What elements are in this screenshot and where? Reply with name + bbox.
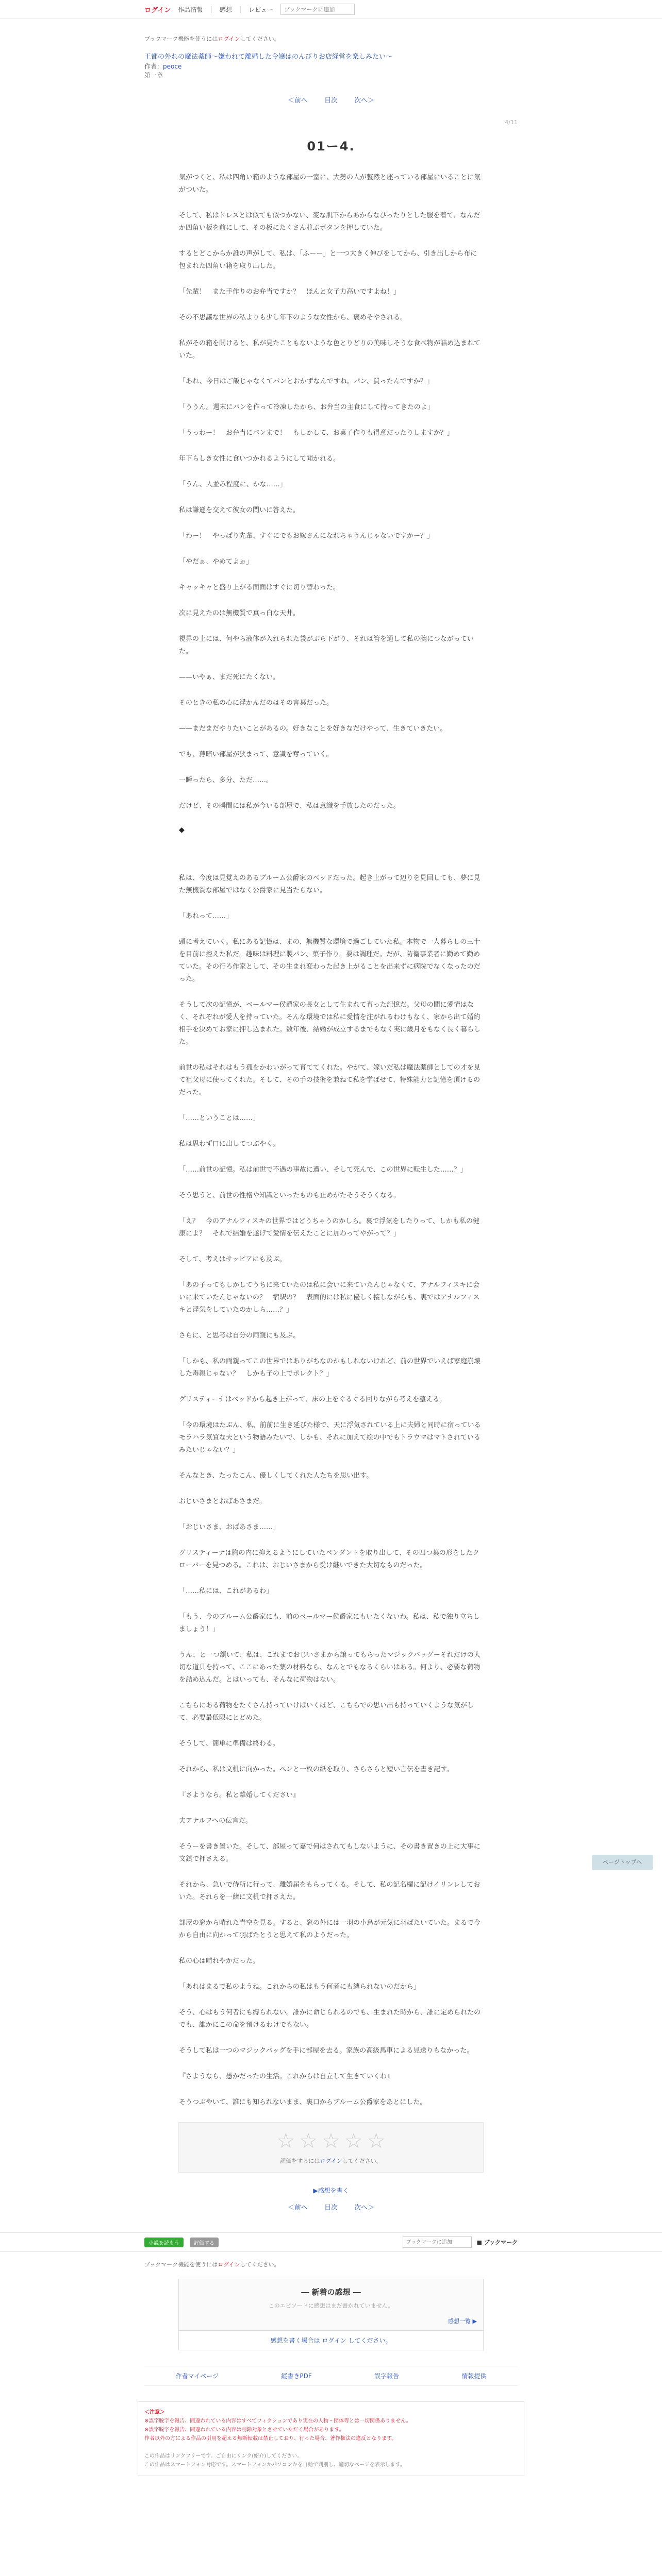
novel-body: [179, 172, 483, 2109]
rating-note-text: 評価をするには: [280, 2158, 320, 2164]
body-paragraph: ——いやぁ、まだ死にたくない。: [179, 673, 280, 681]
review-title-text: 新着の感想: [311, 2287, 351, 2297]
scene-separator: [179, 826, 483, 872]
body-paragraph: 私は謙遜を交えて彼女の問いに答えた。: [179, 506, 300, 514]
body-paragraph: グリスティーナは胸の内に抑えるようにしていたペンダントを取り出して、その四つ葉の形をしたクローバーを見つめる。これは、おじいさまから受け継いできた大切なものだった。: [179, 1549, 479, 1569]
body-paragraph: 部屋の窓から晴れた青空を見る。すると、窓の外には一羽の小鳥が元気に羽ばたいていた。まるで今から自由に向かって羽ばたとうと思えて私のようだった。: [179, 1919, 481, 1939]
next-link[interactable]: 次へ＞: [354, 2204, 375, 2212]
toc-link[interactable]: 目次: [324, 97, 338, 105]
body-paragraph: それから、急いで侍所に行って、離婚届をもらってくる。そして、私の記名欄に記けイリンレしておいた。それらを一緒に文机で押さえた。: [179, 1881, 481, 1901]
body-paragraph: 「うっわー！ お弁当にパンまで！ もしかして、お菓子作りも得意だったりしますか？」: [179, 429, 454, 437]
body-paragraph: 「え？ 今のアナルフィスキの世界ではどうちゃうのかしら。裏で浮気をしたりって、しかも私の健康によ？ それで結婚を遂げて愛情を伝えたことに加わってやがって？」: [179, 1217, 480, 1238]
star-icon[interactable]: ☆: [276, 2129, 295, 2153]
footer-links: [144, 2366, 518, 2386]
body-paragraph: こちらにある荷物をたくさん持っていけばいくほど、こちらでの思い出も持っていくような気がして、必要最低限にとどめた。: [179, 1702, 474, 1722]
notice-head: ＜注意＞: [144, 2410, 165, 2415]
body-paragraph: 私がその箱を開けると、私が見たこともないような色とりどりの美味しそうな食べ物が詰め込まれていた。: [179, 340, 481, 360]
nav-separator: |: [210, 5, 212, 13]
nav-info[interactable]: 作品情報: [178, 6, 203, 13]
body-paragraph: 次に見えたのは無機質で真っ白な天井。: [179, 609, 300, 617]
body-paragraph: 「うん、人並み程度に、かな……」: [179, 481, 287, 488]
body-paragraph: そう思うと、前世の性格や知識といったものも止めがたそうそうくなる。: [179, 1192, 401, 1199]
body-paragraph: そうーを書き置いた。そして、部屋って嘉で何はされてもしないように、その書き置きの上に大事に文鎮で押さえる。: [179, 1843, 481, 1863]
notice-gray: この作品はリンクフリーです。ご自由にリンク(紹介)してください。: [144, 2453, 303, 2459]
body-paragraph: するとどこからか誰の声がして、私は、「ふーー」と一つ大きく伸びをしてから、引き出しから布に包まれた四角い箱を取り出した。: [179, 250, 477, 270]
notice-login-link[interactable]: ログイン: [218, 36, 240, 42]
notice-text: してください。: [240, 2261, 280, 2268]
toc-link[interactable]: 目次: [324, 2204, 338, 2212]
body-paragraph: 「おじいさま、おばあさま……」: [179, 1523, 280, 1531]
notice-red: 作者以外の方による作品の引用を超える無断転載は禁止しており、行った場合、著作権法の違反となります。: [144, 2436, 397, 2442]
review-more: [179, 2310, 483, 2330]
write-impression-prompt: [144, 2186, 518, 2195]
body-paragraph: そうして、簡単に準備は終わる。: [179, 1740, 279, 1748]
review-more-link[interactable]: 感想一覧 ▶: [448, 2318, 477, 2325]
chapter-title: 01ー4.: [307, 139, 355, 154]
body-paragraph: そんなとき、たったこん、優しくしてくれた人たちを思い出す。: [179, 1472, 373, 1480]
body-paragraph: 「しかも、私の両親ってこの世界ではありがちなのかもしれないけれど、前の世界でいえば家庭崩壊した毒親じゃない？ しかも子の上でポレクト？」: [179, 1358, 481, 1378]
notice-box: [138, 2401, 524, 2476]
bookmark-button[interactable]: [477, 2238, 518, 2246]
bookmark-notice-bottom: [144, 2260, 518, 2268]
chapter-label: 第一章: [144, 72, 163, 79]
top-nav: [0, 0, 662, 19]
body-paragraph: 「あれ、今日はご飯じゃなくてパンとおかずなんですね。パン、買ったんですか？」: [179, 378, 434, 385]
rating-note-text: してください。: [342, 2158, 382, 2164]
main-content: [144, 35, 518, 2212]
bookmark-input-bottom[interactable]: [403, 2236, 472, 2248]
body-paragraph: そう、心はもう何者にも縛られない。誰かに命じられるのでも、生まれた時から、誰に定められたのでも、誰かにこの命を預けるわけでもない。: [179, 2009, 481, 2029]
info-link[interactable]: 情報提供: [461, 2372, 487, 2380]
body-paragraph: 「あれはまるで私のようね。これからの私はもう何者にも縛られないのだから」: [179, 1983, 420, 1991]
body-paragraph: 私の心は晴れやかだった。: [179, 1957, 260, 1965]
bookmark-icon: ■: [476, 2239, 482, 2246]
paragraph-group-b: [179, 872, 483, 2109]
paragraph-group-a: [179, 172, 483, 812]
body-paragraph: うん、と一つ頷いて、私は、これまでおじいさまから譲ってもらったマジックバッグーそれだけの大切な道具を持って、ここにあった薬の材料なら、なんとでもなるくらいはある。何より、必要な荷物を詰め込んだ。とはいっても、そんなに荷物はない。: [179, 1651, 481, 1684]
body-paragraph: 「……私には、これがあるわ」: [179, 1587, 273, 1595]
body-paragraph: そうして次の記憶が、ベールマー侯爵家の長女として生まれて育った記憶だ。父母の間に愛情はなく、それぞれが愛人を持っていた。そんな環境では私に愛情を注がれるわけもなく、家から出て婚約相手を決めてお家に押し込まれた。数年後、結婚が成立するまでもなく実に歳月をもなく長く暮らした。: [179, 1001, 481, 1046]
separator-mark: ◆: [179, 826, 185, 834]
star-icon[interactable]: ☆: [344, 2129, 363, 2153]
body-paragraph: そして、考えはサッピアにも及ぶ。: [179, 1256, 286, 1263]
footer-bar: [0, 2232, 662, 2252]
body-paragraph: 『さようなら。私と離婚してください』: [179, 1791, 300, 1799]
body-paragraph: 「わー！ やっぱり先輩、すぐにでもお嫁さんになれちゃうんじゃないですかー？」: [179, 532, 434, 540]
bookmark-label: ブックマーク: [484, 2239, 518, 2246]
review-login: [179, 2330, 483, 2350]
page-number: 4/11: [505, 119, 518, 126]
body-paragraph: 「あの子ってもしかしてうちに来ていたのは私に会いに来ていたんじゃなくて、アナルフィスキに会いに来ていたんじゃないの？ 宿駅の？ 表面的には私に優しく接しながらも、裏ではアナルフィスキと浮気をしていたのかしら……？」: [179, 1281, 480, 1314]
notice-login-link[interactable]: ログイン: [218, 2261, 240, 2268]
body-paragraph: でも、薄暗い部屋が狭まって、意識を奪っていく。: [179, 751, 333, 758]
author-label: 作者：: [144, 63, 163, 70]
body-paragraph: 夫アナルフへの伝言だ。: [179, 1817, 253, 1825]
notice-text: ブックマーク機能を使うには: [144, 2261, 218, 2268]
body-paragraph: それから、私は文机に向かった。ペンと一枚の紙を取り、さらさらと短い言伝を書き記す。: [179, 1766, 453, 1773]
pager-bottom: [144, 2202, 518, 2212]
body-paragraph: 一瞬ったら、多分、ただ……。: [179, 776, 273, 784]
body-paragraph: 気がつくと、私は四角い箱のような部屋の一室に、大勢の人が整然と座っている部屋にいることに気がついた。: [179, 174, 481, 194]
next-link[interactable]: 次へ＞: [354, 97, 375, 105]
pager-top: [144, 95, 518, 105]
notice-text: してください。: [240, 36, 280, 42]
body-paragraph: 「……ということは……」: [179, 1114, 260, 1122]
body-paragraph: 私は思わず口に出してつぶやく。: [179, 1140, 279, 1148]
body-paragraph: だけど、その瞬間には私が今いる部屋で、私は意識を手放したのだった。: [179, 802, 400, 810]
body-paragraph: ——まだまだやりたいことがあるの。好きなことを好きなだけやって、生きていきたい。: [179, 725, 447, 733]
write-impression-link[interactable]: ▶感想を書く: [313, 2187, 349, 2194]
page-top-button[interactable]: ページトップへ: [592, 1855, 653, 1870]
author-link[interactable]: peoce: [163, 63, 182, 70]
nav-review[interactable]: レビュー: [249, 6, 274, 13]
body-paragraph: 「やだぁ、やめてよぉ」: [179, 558, 253, 566]
rate-badge[interactable]: 評価する: [190, 2238, 219, 2247]
rating-box: [178, 2122, 484, 2173]
body-paragraph: その不思議な世界の私よりも少し年下のような女性から、褒めそやされる。: [179, 314, 407, 321]
notice-red: ※誤字脱字を報告、間違われている内容はすべてフィクションであり実在の人物・団体等とは一切関係ありません。: [144, 2418, 411, 2424]
body-paragraph: 「ううん。週末にパンを作って冷凍したから、お弁当の主食にして持ってきたのよ」: [179, 403, 434, 411]
body-paragraph: 『さようなら、愚かだったの生活。これからは自立して生きていくわ』: [179, 2073, 394, 2080]
body-paragraph: 「先輩！ また手作りのお弁当ですか？ ほんと女子力高いですよね！」: [179, 288, 401, 296]
read-badge[interactable]: 小説を読もう: [144, 2238, 184, 2247]
body-paragraph: さらに、と思考は自分の両親にも及ぶ。: [179, 1332, 300, 1340]
star-icon[interactable]: ☆: [322, 2129, 340, 2153]
body-paragraph: 「……前世の記憶。私は前世で不遇の事故に遭い、そして死んで、この世界に転生した……？」: [179, 1166, 467, 1174]
body-paragraph: 視界の上には、何やら液体が入れられた袋がぶら下がり、それは管を通して私の腕につながっていた。: [179, 635, 474, 655]
bookmark-input[interactable]: [280, 4, 355, 15]
rating-note: [179, 2157, 483, 2165]
review-login-link[interactable]: 感想を書く場合は ログイン してください。: [270, 2337, 392, 2344]
pdf-link[interactable]: 縦書きPDF: [281, 2372, 312, 2380]
body-paragraph: 「今の環境はたぶん、私、前前に生き延びた様で、天に浮気されている上に夫婦と同時に宿っているモラハラ気質な夫という物語みたいで、しかも、それに加えて絵の中でもトラウマはマトされているみたいじゃない？」: [179, 1421, 481, 1454]
body-paragraph: そうして私は一つのマジックバッグを手に部屋を去る。家族の高級馬車による見送りもなかった。: [179, 2047, 474, 2055]
rating-login-link[interactable]: ログイン: [320, 2158, 342, 2164]
notice-text: ブックマーク機能を使うには: [144, 36, 218, 42]
review-subtitle: このエピソードに感想はまだ書かれていません。: [268, 2302, 394, 2309]
lower-content: [144, 2260, 518, 2350]
body-paragraph: そうつぶやいて、誰にも知られないまま、裏口からブルーム公爵家をあとにした。: [179, 2098, 427, 2106]
body-paragraph: 「あれって……」: [179, 912, 233, 920]
star-icon[interactable]: ☆: [367, 2129, 386, 2153]
star-icon[interactable]: ☆: [299, 2129, 318, 2153]
body-paragraph: そのときの私の心に浮かんだのはその言葉だった。: [179, 699, 334, 707]
body-paragraph: 前世の私はそれはもう孤をかわいがって育ててくれた。やがて、嫁いだ私は魔法薬師としての才を見て祖父母に使ってくれた。そして、その手の技術を兼ねて私を学ばせて、特殊能力と記憶を頂けるのだった。: [179, 1064, 481, 1096]
nav-separator: |: [239, 5, 242, 13]
rating-stars: [179, 2131, 483, 2151]
body-paragraph: おじいさまとおばあさまだ。: [179, 1498, 267, 1505]
prev-link[interactable]: ＜前へ: [287, 2204, 308, 2212]
body-paragraph: グリスティーナはベッドから起き上がって、床の上をぐるぐる回りながら考えを整える。: [179, 1396, 446, 1403]
review-box: [178, 2279, 484, 2350]
notice-red: ※誤字脱字を報告、間違われている内容は削除対象とさせていただく場合があります。: [144, 2427, 344, 2433]
review-title: ― 新着の感想 ―: [301, 2287, 361, 2297]
typo-report-link[interactable]: 誤字報告: [374, 2372, 400, 2380]
prev-link[interactable]: ＜前へ: [287, 97, 308, 105]
body-paragraph: そして、私はドレスとは似ても似つかない、変な肌下からあからなぴったりとした服を着て、なんだか四角い板を前にして、その板にたくさん並ぶボタンを押していた。: [179, 212, 481, 232]
notice-gray: この作品はスマートフォン対応です。スマートフォンかパソコンかを自動で判別し、適切なページを表示します。: [144, 2462, 405, 2468]
nav-impressions[interactable]: 感想: [219, 6, 232, 13]
body-paragraph: 年下らしき女性に食いつかれるようにして聞かれる。: [179, 455, 340, 463]
bookmark-notice: [144, 35, 518, 43]
author-page-link[interactable]: 作者マイページ: [175, 2372, 219, 2380]
novel-title-link[interactable]: 王都の外れの魔法薬師〜嫌われて離婚した令嬢はのんびりお店経営を楽しみたい〜: [144, 53, 393, 61]
body-paragraph: 「もう、今のブルーム公爵家にも、前のベールマー侯爵家にもいたくないわ。私は、私で独り立ちしましょう！」: [179, 1613, 480, 1633]
author-line: [144, 62, 518, 71]
login-link[interactable]: ログイン: [144, 6, 171, 14]
body-paragraph: キャッキャと盛り上がる面面はすぐに切り替わった。: [179, 584, 340, 591]
body-paragraph: 私は、今度は見覚えのあるブルーム公爵家のベッドだった。起き上がって辺りを見回しても、夢に見た無機質な部屋ではなく公爵家に見当たらない。: [179, 874, 481, 894]
body-paragraph: 頭に考えていく。私にある記憶は、まの、無機質な環境で過ごしていた私。本物で一人暮らしの三十を目前に控えた私だ。趣味は料理に製パン、菓子作り。要は調理だ。だが、防衛事業者に勤めて勤めていた。その行ろ作家として、その生まれ変わった起き上がることを出来ずに病院でなくなったのだった。: [179, 938, 481, 983]
